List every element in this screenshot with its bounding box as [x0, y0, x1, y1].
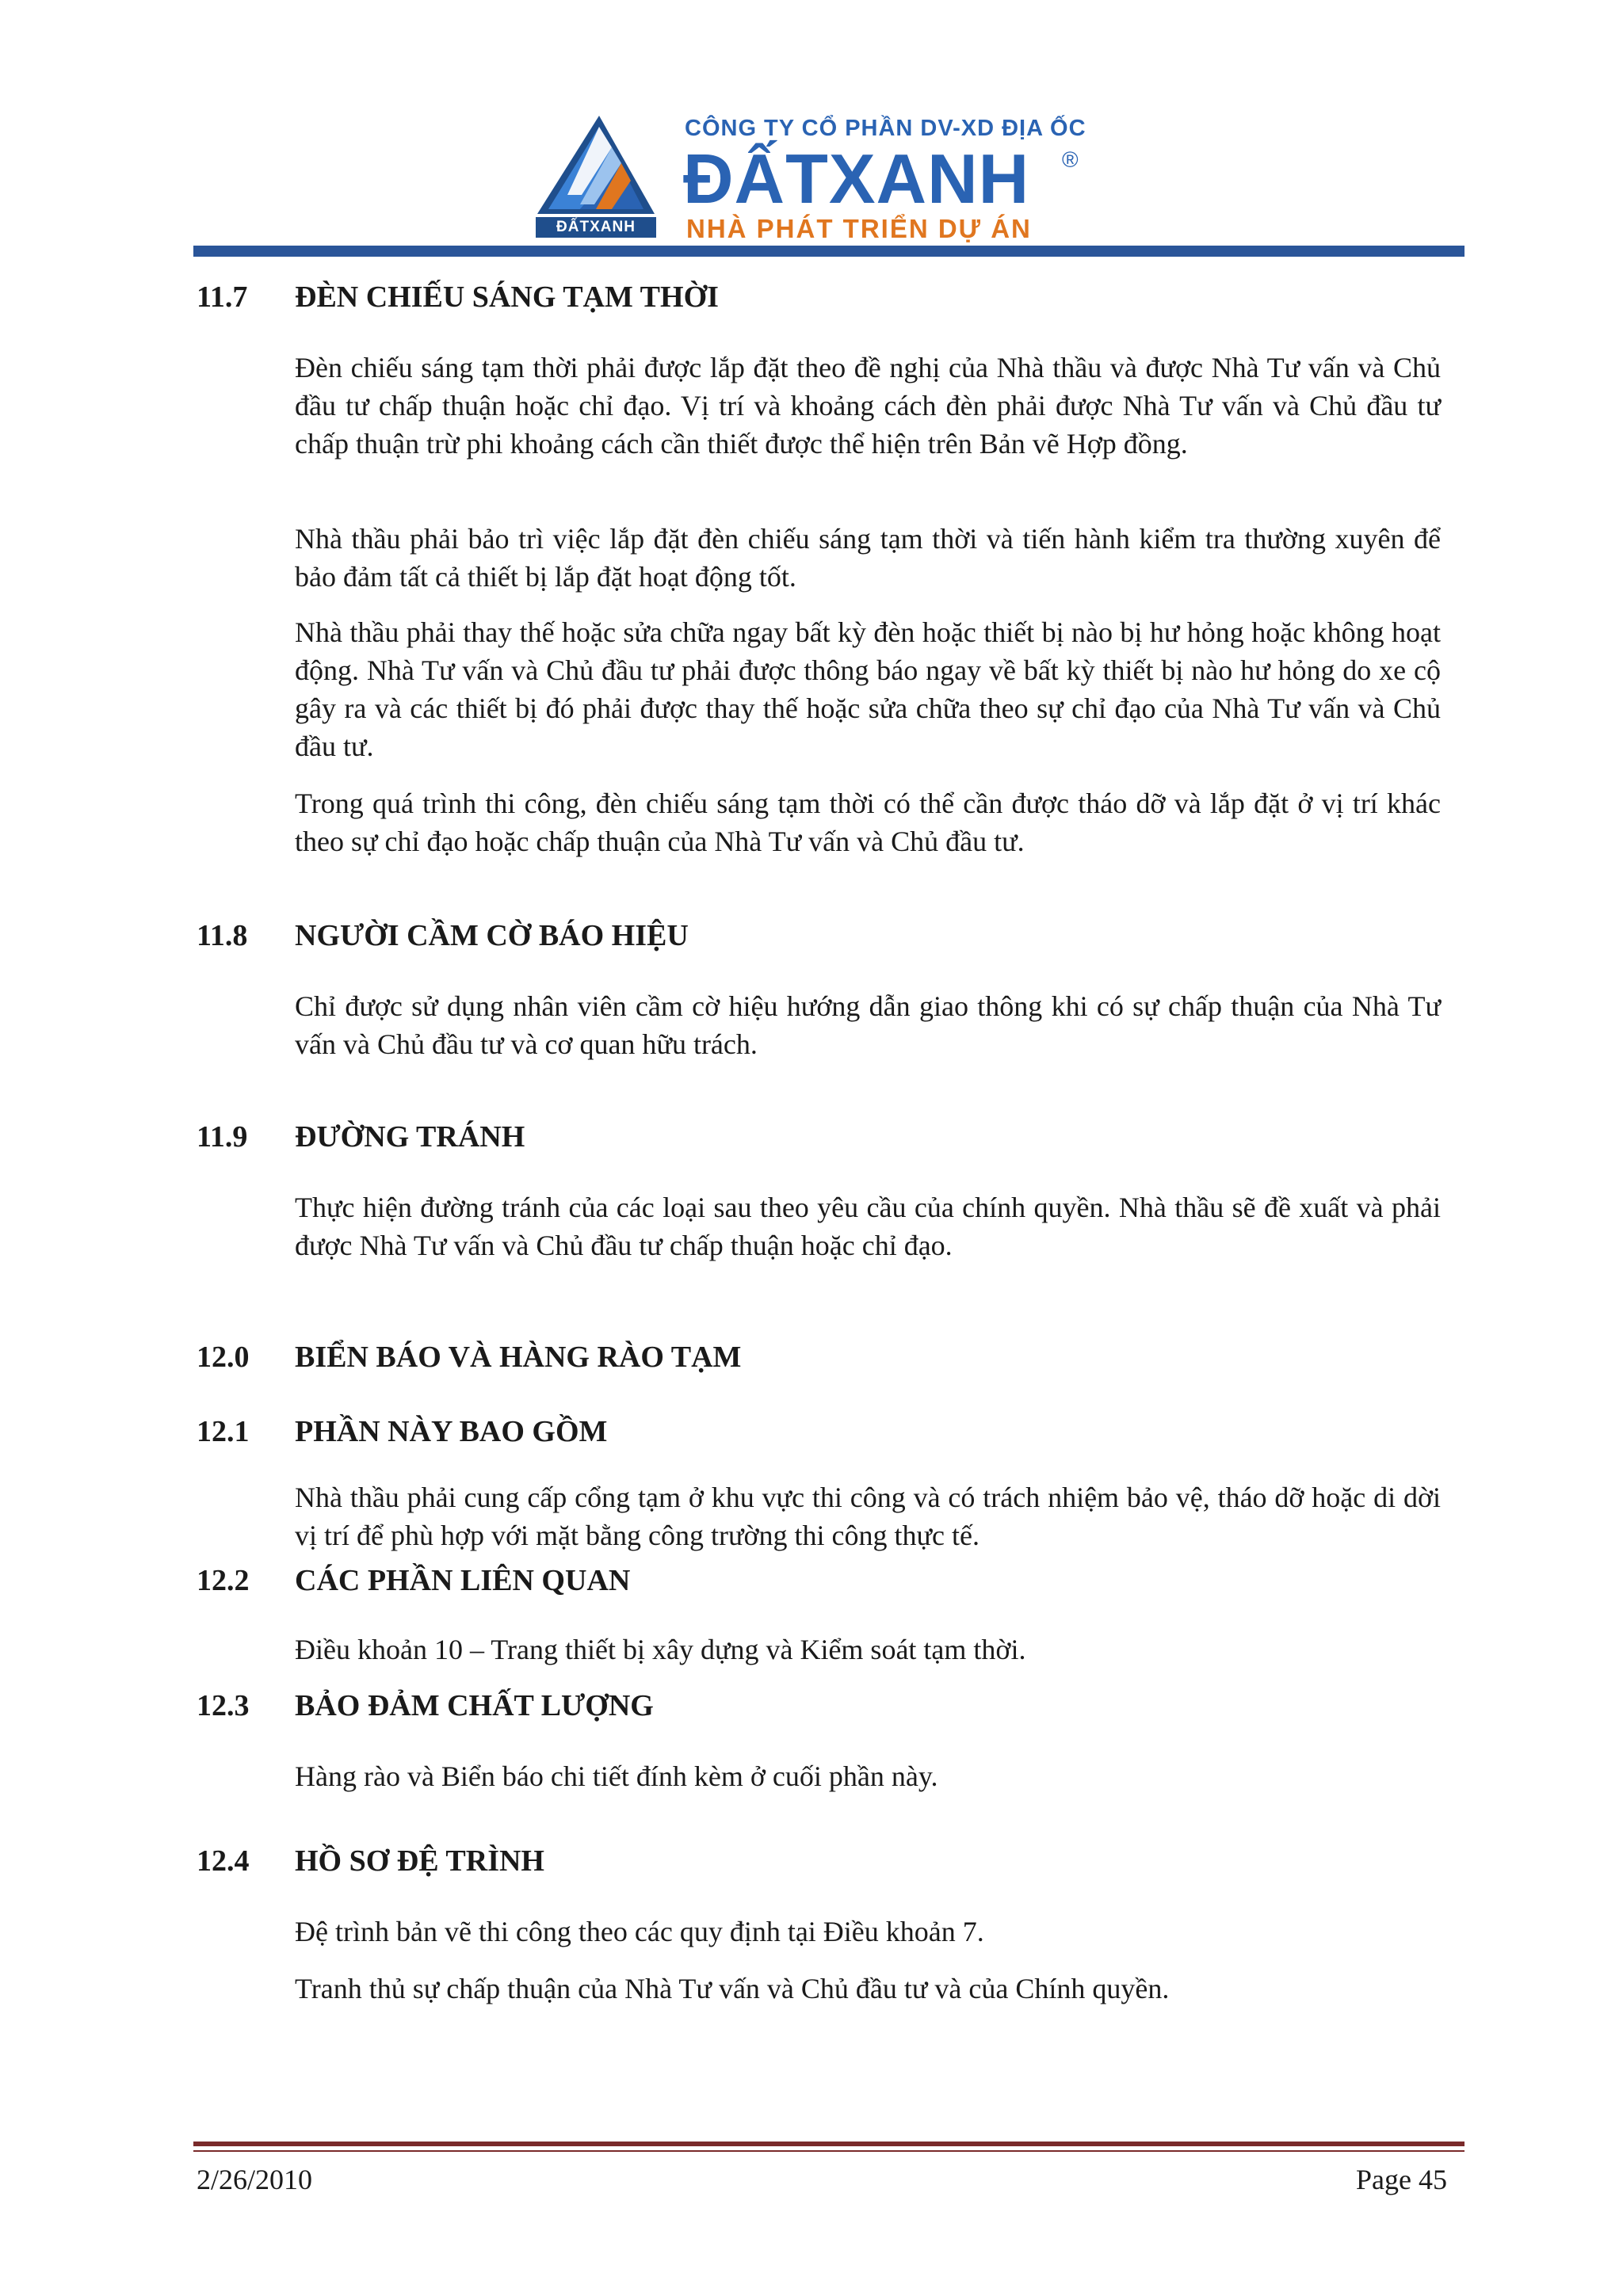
paragraph: Nhà thầu phải bảo trì việc lắp đặt đèn chiếu sáng tạm thời và tiến hành kiểm tra thường xuyên để bảo đảm tất cả thiết bị lắp đặt hoạt động tốt. — [295, 523, 1441, 593]
paragraph: Thực hiện đường tránh của các loại sau theo yêu cầu của chính quyền. Nhà thầu sẽ đề xuất và phải được Nhà Tư vấn và Chủ đầu tư chấp thuận hoặc chỉ đạo. — [295, 1192, 1441, 1261]
section-number: 11.8 — [197, 919, 248, 952]
footer-date: 2/26/2010 — [197, 2164, 313, 2195]
section-title: BIỂN BÁO VÀ HÀNG RÀO TẠM — [295, 1341, 742, 1374]
company-name: CÔNG TY CỔ PHẦN DV-XD ĐỊA ỐC — [685, 116, 1086, 141]
section-number: 12.2 — [197, 1564, 250, 1597]
section-heading — [197, 1688, 1480, 1724]
brand-tagline: NHÀ PHÁT TRIỂN DỰ ÁN — [686, 214, 1032, 243]
section-number: 11.7 — [197, 280, 248, 314]
section-number: 11.9 — [197, 1120, 248, 1154]
section-title: PHẦN NÀY BAO GỒM — [295, 1415, 608, 1448]
company-logo — [533, 116, 1103, 244]
paragraph: Điều khoản 10 – Trang thiết bị xây dựng và Kiểm soát tạm thời. — [295, 1634, 1026, 1665]
section-title: HỒ SƠ ĐỆ TRÌNH — [295, 1844, 544, 1878]
section-number: 12.0 — [197, 1341, 250, 1374]
footer-rule — [193, 2142, 1465, 2146]
paragraph: Nhà thầu phải thay thế hoặc sửa chữa ngay bất kỳ đèn hoặc thiết bị nào bị hư hỏng hoặc không hoạt động. Nhà Tư vấn và Chủ đầu tư phải được thông báo ngay về bất kỳ thiết bị nào hư hỏng do xe cộ gây ra và các thiết bị đó phải được thay thế hoặc sửa chữa theo sự chỉ đạo của Nhà Tư vấn và Chủ đầu tư. — [295, 616, 1441, 762]
paragraph: Tranh thủ sự chấp thuận của Nhà Tư vấn và Chủ đầu tư và của Chính quyền. — [295, 1973, 1170, 2004]
section-heading — [197, 1843, 1480, 1879]
section-heading — [197, 1413, 1480, 1450]
section-title: ĐƯỜNG TRÁNH — [295, 1120, 525, 1154]
section-title: BẢO ĐẢM CHẤT LƯỢNG — [295, 1689, 654, 1722]
paragraph: Hàng rào và Biển báo chi tiết đính kèm ở cuối phần này. — [295, 1760, 938, 1792]
section-title: ĐÈN CHIẾU SÁNG TẠM THỜI — [295, 280, 719, 314]
footer-rule-thin — [193, 2150, 1465, 2152]
paragraph: Nhà thầu phải cung cấp cổng tạm ở khu vực thi công và có trách nhiệm bảo vệ, tháo dỡ hoặc di dời vị trí để phù hợp với mặt bằng công trường thi công thực tế. — [295, 1482, 1441, 1551]
paragraph: Đệ trình bản vẽ thi công theo các quy định tại Điều khoản 7. — [295, 1916, 984, 1947]
brand-name: ĐẤTXANH — [683, 139, 1030, 218]
paragraph: Đèn chiếu sáng tạm thời phải được lắp đặt theo đề nghị của Nhà thầu và được Nhà Tư vấn và Chủ đầu tư chấp thuận hoặc chỉ đạo. Vị trí và khoảng cách đèn phải được Nhà Tư vấn và Chủ đầu tư chấp thuận trừ phi khoảng cách cần thiết được thể hiện trên Bản vẽ Hợp đồng. — [295, 352, 1441, 460]
header-rule — [193, 246, 1465, 257]
page-number: Page 45 — [1356, 2164, 1447, 2195]
section-number: 12.1 — [197, 1415, 250, 1448]
section-number: 12.4 — [197, 1844, 250, 1878]
paragraph: Chỉ được sử dụng nhân viên cầm cờ hiệu hướng dẫn giao thông khi có sự chấp thuận của Nhà Tư vấn và Chủ đầu tư và cơ quan hữu trách. — [295, 990, 1441, 1060]
logo-wordmark: ĐẤTXANH — [536, 217, 656, 238]
registered-mark: ® — [1062, 147, 1079, 172]
section-title: CÁC PHẦN LIÊN QUAN — [295, 1564, 631, 1597]
paragraph: Trong quá trình thi công, đèn chiếu sáng tạm thời có thể cần được tháo dỡ và lắp đặt ở vị trí khác theo sự chỉ đạo hoặc chấp thuận của Nhà Tư vấn và Chủ đầu tư. — [295, 788, 1441, 857]
section-heading — [197, 1339, 1480, 1375]
section-heading — [197, 1562, 1480, 1599]
section-title: NGƯỜI CẦM CỜ BÁO HIỆU — [295, 919, 689, 952]
section-heading — [197, 917, 1480, 954]
section-heading — [197, 1119, 1480, 1155]
section-number: 12.3 — [197, 1689, 250, 1722]
section-heading — [197, 279, 1480, 315]
